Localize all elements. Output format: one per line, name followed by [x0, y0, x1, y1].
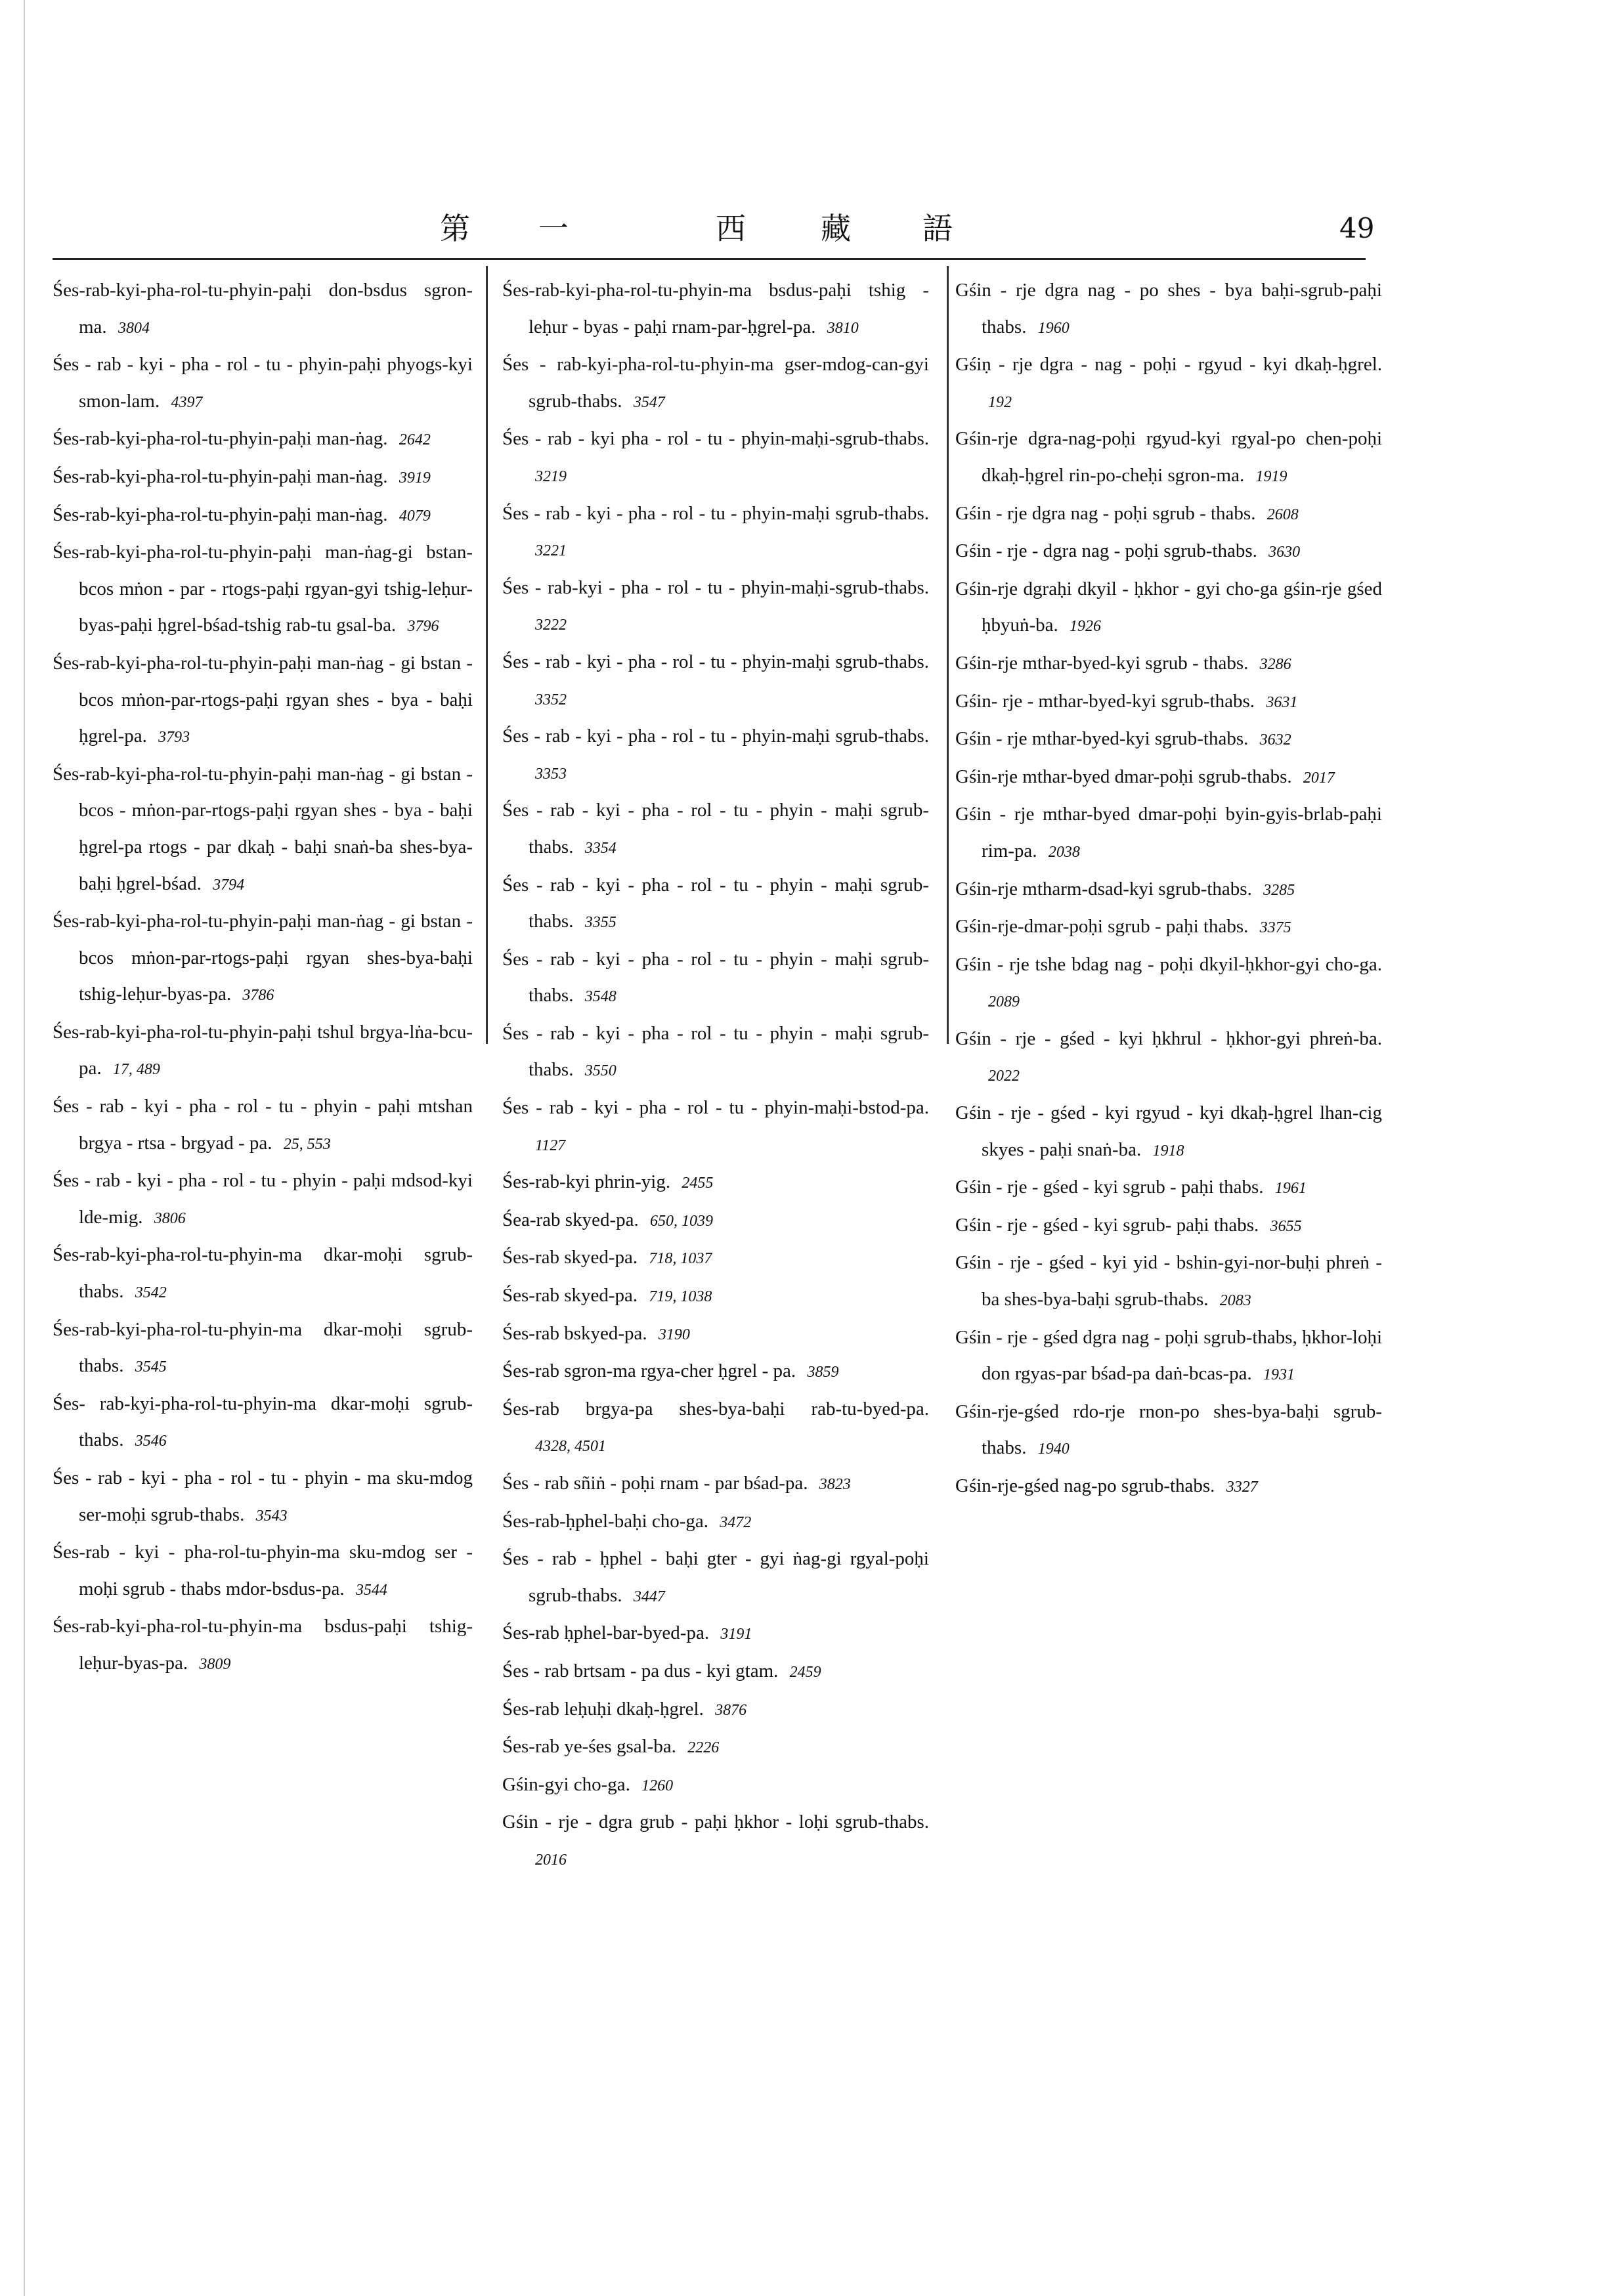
- entry-title: Gśin-rje dgra-nag-poḥi rgyud-kyi rgyal-po chen-poḥi dkaḥ-ḥgrel rin-po-cheḥi sgron-ma.: [955, 428, 1382, 486]
- entry-reference-number: 3286: [1259, 655, 1291, 673]
- column-divider-2: [947, 266, 949, 1044]
- entry-reference-number: 2459: [789, 1663, 821, 1681]
- dictionary-entry: [955, 721, 1382, 759]
- entry-reference-number: 3545: [135, 1358, 167, 1376]
- entry-title: Śes - rab - kyi - pha - rol - tu - phyin-maḥi-bstod-pa.: [502, 1097, 929, 1119]
- entry-reference-number: 3794: [213, 876, 245, 894]
- entry-title: Gśin-rje-dmar-poḥi sgrub - paḥi thabs.: [955, 916, 1249, 938]
- entry-reference-number: 1931: [1263, 1366, 1295, 1384]
- entry-title: Gśin-rje-gśed rdo-rje rnon-po shes-bya-baḥi sgrub-thabs.: [955, 1400, 1382, 1459]
- header-rule: [53, 258, 1366, 260]
- entry-reference-number: 3786: [242, 987, 274, 1005]
- entry-reference-number: 2455: [682, 1175, 714, 1192]
- running-header: [427, 209, 1379, 248]
- entry-reference-number: 4079: [399, 507, 431, 525]
- entry-title: Gśin - rje mthar-byed-kyi sgrub-thabs.: [955, 728, 1249, 750]
- entry-title: Śes-rab ye-śes gsal-ba.: [502, 1736, 676, 1758]
- dictionary-entry: [53, 1609, 473, 1683]
- dictionary-entry: [53, 1460, 473, 1534]
- dictionary-entry: [53, 1534, 473, 1609]
- entry-title: Śes - rab brtsam - pa dus - kyi gtam.: [502, 1660, 779, 1681]
- dictionary-entry: [53, 347, 473, 421]
- dictionary-entry: [502, 1316, 929, 1354]
- entry-reference-number: 1918: [1152, 1142, 1184, 1159]
- entry-reference-number: 2017: [1303, 769, 1335, 787]
- dictionary-entry: [502, 1541, 929, 1615]
- dictionary-entry: [53, 1386, 473, 1460]
- entry-title: Śes-rab-kyi phrin-yig.: [502, 1171, 671, 1193]
- entry-reference-number: 3876: [715, 1701, 747, 1719]
- entry-reference-number: 3804: [118, 319, 150, 337]
- dictionary-entry: [955, 1021, 1382, 1095]
- dictionary-entry: [502, 644, 929, 718]
- entry-title: Śes-rab ḥphel-bar-byed-pa.: [502, 1622, 710, 1644]
- entry-reference-number: 3630: [1268, 544, 1301, 561]
- entry-reference-number: 1926: [1070, 618, 1102, 636]
- entry-title: Gśin-rje-gśed nag-po sgrub-thabs.: [955, 1475, 1215, 1496]
- entry-title: Gśin - rje - gśed - kyi ḥkhrul - ḥkhor-gyi phreṅ-ba.: [955, 1028, 1382, 1049]
- entry-title: Śes-rab skyed-pa.: [502, 1285, 638, 1307]
- entry-title: Śes - rab - kyi - pha - rol - tu - phyin-paḥi phyogs-kyi smon-lam.: [53, 354, 473, 412]
- entry-title: Gśin - rje mthar-byed dmar-poḥi byin-gyis-brlab-paḥi rim-pa.: [955, 804, 1382, 861]
- entry-title: Śes - rab - kyi - pha - rol - tu - phyin - paḥi mdsod-kyi lde-mig.: [53, 1170, 473, 1228]
- dictionary-entry: [502, 421, 929, 495]
- dictionary-entry: [502, 570, 929, 644]
- entry-reference-number: 1260: [641, 1777, 674, 1794]
- entry-title: Śes-rab-kyi-pha-rol-tu-phyin-paḥi man-ṅag.: [53, 428, 388, 450]
- dictionary-entry: [53, 1163, 473, 1237]
- entry-title: Gśin-rje mthar-byed-kyi sgrub - thabs.: [955, 652, 1249, 674]
- entry-title: Gśin-rje dgraḥi dkyil - ḥkhor - gyi cho-ga gśin-rje gśed ḥbyuṅ-ba.: [955, 578, 1382, 636]
- entry-reference-number: 3544: [355, 1581, 387, 1599]
- entry-reference-number: 3632: [1259, 731, 1291, 749]
- entry-title: Śea-rab skyed-pa.: [502, 1209, 639, 1230]
- entry-title: Śes-rab brgya-pa shes-bya-baḥi rab-tu-byed-pa.: [502, 1398, 929, 1419]
- entry-reference-number: 2016: [535, 1851, 567, 1869]
- entry-reference-number: 3546: [135, 1433, 167, 1450]
- dictionary-entry: [502, 1729, 929, 1767]
- entry-column-right: [955, 272, 1382, 1506]
- entry-reference-number: 3793: [158, 729, 190, 747]
- entry-reference-number: 719, 1038: [649, 1288, 712, 1306]
- dictionary-entry: [53, 1237, 473, 1311]
- dictionary-entry: [53, 903, 473, 1014]
- entry-reference-number: 718, 1037: [649, 1250, 712, 1268]
- entry-reference-number: 2022: [988, 1068, 1020, 1085]
- entry-reference-number: 3190: [658, 1326, 690, 1343]
- dictionary-entry: [53, 1312, 473, 1386]
- entry-reference-number: 25, 553: [283, 1135, 331, 1153]
- page-number: 49: [1339, 212, 1375, 244]
- dictionary-entry: [502, 1240, 929, 1278]
- entry-column-middle: [502, 272, 929, 1879]
- dictionary-entry: [955, 759, 1382, 797]
- dictionary-entry: [502, 1391, 929, 1465]
- dictionary-entry: [955, 683, 1382, 722]
- entry-title: Śes-rab skyed-pa.: [502, 1247, 638, 1268]
- entry-reference-number: 2089: [988, 993, 1020, 1011]
- entry-reference-number: 3809: [199, 1655, 231, 1673]
- entry-title: Śes-rab-kyi-pha-rol-tu-phyin-ma bsdus-paḥi tshig - leḥur - byas - paḥi rnam-par-ḥgrel-pa.: [502, 280, 929, 337]
- entry-reference-number: 2226: [687, 1739, 720, 1757]
- dictionary-entry: [955, 871, 1382, 909]
- entry-title: Gśin - rje - dgra grub - paḥi ḥkhor - loḥi sgrub-thabs.: [502, 1811, 929, 1833]
- dictionary-entry: [955, 796, 1382, 871]
- entry-title: Śes - rab - kyi - pha - rol - tu - phyin - paḥi mtshan brgya - rtsa - brgyad - pa.: [53, 1096, 473, 1154]
- entry-reference-number: 3655: [1270, 1217, 1302, 1235]
- dictionary-entry: [53, 534, 473, 645]
- dictionary-entry: [955, 1207, 1382, 1245]
- dictionary-entry: [502, 1465, 929, 1504]
- dictionary-entry: [53, 459, 473, 497]
- dictionary-entry: [955, 421, 1382, 495]
- dictionary-entry: [502, 1202, 929, 1240]
- column-divider-1: [486, 266, 488, 1044]
- dictionary-entry: [53, 1014, 473, 1089]
- dictionary-entry: [502, 1164, 929, 1202]
- dictionary-entry: [53, 421, 473, 459]
- entry-title: Śes-rab-kyi-pha-rol-tu-phyin-paḥi man-ṅag - gi bstan - bcos - mṅon-par-rtogs-paḥi rgyan shes - bya - baḥi ḥgrel-pa rtogs - par dkaḥ - baḥi snaṅ-ba shes-bya-baḥi ḥgrel-bśad.: [53, 763, 473, 894]
- entry-title: Śes - rab - kyi - pha - rol - tu - phyin-maḥi sgrub-thabs.: [502, 502, 929, 524]
- entry-reference-number: 3285: [1263, 881, 1295, 899]
- entry-title: Śes-rab - kyi - pha-rol-tu-phyin-ma sku-mdog ser - moḥi sgrub - thabs mdor-bsdus-pa.: [53, 1542, 473, 1599]
- dictionary-entry: [502, 1653, 929, 1691]
- entry-title: Gśiṇ - rje dgra - nag - poḥi - rgyud - kyi dkaḥ-ḥgrel.: [955, 354, 1382, 376]
- dictionary-entry: [53, 272, 473, 347]
- dictionary-entry: [502, 496, 929, 570]
- entry-title: Śes - rab sñiṅ - poḥi rnam - par bśad-pa.: [502, 1473, 808, 1494]
- entry-reference-number: 1940: [1037, 1440, 1070, 1458]
- dictionary-entry: [53, 497, 473, 535]
- entry-title: Gśin - rje dgra nag - poḥi sgrub - thabs.: [955, 502, 1256, 524]
- entry-title: Gśin - rje dgra nag - po shes - bya baḥi-sgrub-paḥi thabs.: [955, 280, 1382, 337]
- dictionary-entry: [502, 718, 929, 792]
- entry-reference-number: 1127: [535, 1137, 566, 1154]
- dictionary-entry: [502, 1504, 929, 1542]
- entry-title: Śes-rab-kyi-pha-rol-tu-phyin-paḥi don-bsdus sgron-ma.: [53, 280, 473, 337]
- entry-reference-number: 3548: [584, 988, 617, 1006]
- entry-title: Śes-rab-ḥphel-baḥi cho-ga.: [502, 1510, 709, 1532]
- entry-reference-number: 1961: [1274, 1180, 1307, 1198]
- entry-title: Śes - rab - kyi - pha - rol - tu - phyin - ma sku-mdog ser-moḥi sgrub-thabs.: [53, 1467, 473, 1525]
- entry-title: Gśin - rje - dgra nag - poḥi sgrub-thabs.: [955, 540, 1257, 562]
- header-char-2: 一: [538, 211, 569, 246]
- header-char-4: 藏: [821, 211, 851, 246]
- dictionary-entry: [53, 645, 473, 756]
- entry-title: Śes-rab-kyi-pha-rol-tu-phyin-ma dkar-moḥi sgrub-thabs.: [53, 1318, 473, 1377]
- dictionary-entry: [955, 496, 1382, 534]
- entry-title: Śes-rab-kyi-pha-rol-tu-phyin-paḥi man-ṅag.: [53, 466, 388, 487]
- entry-title: Śes - rab - kyi - pha - rol - tu - phyin - maḥi sgrub-thabs.: [502, 948, 929, 1007]
- dictionary-entry: [955, 571, 1382, 645]
- entry-title: Gśin- rje - mthar-byed-kyi sgrub-thabs.: [955, 690, 1255, 712]
- entry-reference-number: 3354: [584, 839, 617, 857]
- entry-title: Gśin - rje - gśed - kyi yid - bshin-gyi-nor-buḥi phreṅ - ba shes-bya-baḥi sgrub-thabs.: [955, 1252, 1382, 1310]
- entry-reference-number: 3327: [1226, 1479, 1258, 1496]
- dictionary-entry: [955, 645, 1382, 683]
- header-char-1: 第: [440, 211, 470, 246]
- entry-title: Gśin-rje mthar-byed dmar-poḥi sgrub-thabs.: [955, 766, 1292, 787]
- entry-title: Gśin - rje - gśed - kyi sgrub- paḥi thabs.: [955, 1214, 1259, 1236]
- entry-title: Śes-rab-kyi-pha-rol-tu-phyin-ma bsdus-paḥi tshig-leḥur-byas-pa.: [53, 1616, 473, 1674]
- entry-reference-number: 4397: [171, 393, 203, 411]
- dictionary-entry: [502, 347, 929, 421]
- entry-title: Śes - rab - kyi - pha - rol - tu - phyin - maḥi sgrub-thabs.: [502, 1022, 929, 1081]
- entry-reference-number: 3191: [720, 1626, 752, 1643]
- entry-reference-number: 192: [988, 393, 1012, 411]
- entry-title: Śes-rab sgron-ma rgya-cher ḥgrel - pa.: [502, 1360, 796, 1382]
- dictionary-entry: [955, 1468, 1382, 1506]
- entry-column-left: [53, 272, 473, 1683]
- entry-title: Śes - rab - kyi - pha - rol - tu - phyin - maḥi sgrub-thabs.: [502, 800, 929, 857]
- entry-title: Śes - rab-kyi-pha-rol-tu-phyin-ma gser-mdog-can-gyi sgrub-thabs.: [502, 354, 929, 412]
- entry-reference-number: 3796: [407, 618, 439, 636]
- entry-reference-number: 2083: [1219, 1292, 1251, 1310]
- entry-reference-number: 3543: [255, 1507, 288, 1525]
- entry-reference-number: 1960: [1037, 319, 1070, 337]
- entry-reference-number: 3810: [827, 319, 859, 337]
- entry-title: Śes-rab leḥuḥi dkaḥ-ḥgrel.: [502, 1698, 704, 1720]
- entry-reference-number: 3375: [1259, 919, 1291, 937]
- dictionary-entry: [955, 272, 1382, 347]
- entry-reference-number: 3806: [154, 1209, 186, 1227]
- entry-title: Śes - rab - kyi pha - rol - tu - phyin-maḥi-sgrub-thabs.: [502, 428, 929, 450]
- entry-title: Śes-rab-kyi-pha-rol-tu-phyin-paḥi man-ṅag - gi bstan - bcos mṅon-par-rtogs-paḥi rgyan shes - bya - baḥi ḥgrel-pa.: [53, 652, 473, 747]
- dictionary-entry: [955, 1169, 1382, 1207]
- dictionary-entry: [502, 792, 929, 867]
- entry-title: Śes- rab-kyi-pha-rol-tu-phyin-ma dkar-moḥi sgrub-thabs.: [53, 1393, 473, 1451]
- dictionary-entry: [955, 1394, 1382, 1468]
- dictionary-entry: [955, 347, 1382, 421]
- entry-reference-number: 3859: [807, 1364, 839, 1381]
- dictionary-entry: [502, 942, 929, 1016]
- dictionary-entry: [955, 1245, 1382, 1319]
- entry-reference-number: 3221: [535, 542, 567, 560]
- dictionary-entry: [502, 1804, 929, 1878]
- entry-title: Gśin - rje tshe bdag nag - poḥi dkyil-ḥkhor-gyi cho-ga.: [955, 953, 1382, 975]
- entry-reference-number: 3219: [535, 467, 567, 485]
- entry-reference-number: 3353: [535, 765, 567, 783]
- entry-reference-number: 3547: [633, 393, 665, 411]
- entry-reference-number: 3631: [1266, 693, 1298, 711]
- entry-title: Śes-rab-kyi-pha-rol-tu-phyin-paḥi man-ṅag-gi bstan-bcos mṅon - par - rtogs-paḥi rgyan-gyi tshig-leḥur-byas-paḥi ḥgrel-bśad-tshig rab-tu gsal-ba.: [53, 542, 473, 636]
- entry-title: Gśin-rje mtharm-dsad-kyi sgrub-thabs.: [955, 878, 1252, 899]
- scan-edge-line: [24, 0, 25, 2296]
- entry-title: Śes-rab bskyed-pa.: [502, 1322, 647, 1344]
- entry-title: Śes - rab - kyi - pha - rol - tu - phyin - maḥi sgrub-thabs.: [502, 874, 929, 932]
- entry-title: Śes-rab-kyi-pha-rol-tu-phyin-paḥi tshul brgya-lṅa-bcu-pa.: [53, 1021, 473, 1079]
- entry-title: Gśin - rje - gśed - kyi sgrub - paḥi thabs.: [955, 1177, 1264, 1198]
- dictionary-entry: [502, 1615, 929, 1653]
- dictionary-entry: [955, 1320, 1382, 1394]
- dictionary-entry: [502, 1353, 929, 1391]
- entry-reference-number: 3355: [584, 914, 617, 932]
- dictionary-entry: [955, 1095, 1382, 1169]
- dictionary-entry: [955, 533, 1382, 571]
- header-char-3: 西: [716, 211, 746, 246]
- dictionary-entry: [502, 1767, 929, 1805]
- dictionary-entry: [502, 1691, 929, 1729]
- dictionary-entry: [502, 867, 929, 942]
- entry-title: Śes - rab - kyi - pha - rol - tu - phyin-maḥi sgrub-thabs.: [502, 726, 929, 747]
- entry-title: Gśin-gyi cho-ga.: [502, 1773, 630, 1795]
- dictionary-entry: [502, 1016, 929, 1090]
- entry-reference-number: 3447: [633, 1588, 665, 1605]
- entry-title: Śes - rab - kyi - pha - rol - tu - phyin-maḥi sgrub-thabs.: [502, 651, 929, 672]
- entry-title: Gśin - rje - gśed - kyi rgyud - kyi dkaḥ-ḥgrel lhan-cig skyes - paḥi snaṅ-ba.: [955, 1102, 1382, 1160]
- entry-title: Śes - rab - ḥphel - baḥi gter - gyi ṅag-gi rgyal-poḥi sgrub-thabs.: [502, 1548, 929, 1606]
- entry-title: Śes-rab-kyi-pha-rol-tu-phyin-ma dkar-moḥi sgrub-thabs.: [53, 1244, 473, 1303]
- entry-reference-number: 650, 1039: [650, 1212, 713, 1230]
- entry-reference-number: 4328, 4501: [535, 1438, 606, 1456]
- dictionary-entry: [955, 909, 1382, 947]
- dictionary-entry: [502, 1278, 929, 1316]
- entry-title: Gśin - rje - gśed dgra nag - poḥi sgrub-thabs, ḥkhor-loḥi don rgyas-par bśad-pa daṅ-bcas-pa.: [955, 1326, 1382, 1385]
- entry-reference-number: 3472: [720, 1513, 752, 1531]
- dictionary-entry: [502, 1090, 929, 1164]
- dictionary-entry: [53, 756, 473, 903]
- entry-reference-number: 2608: [1266, 506, 1299, 523]
- dictionary-entry: [502, 272, 929, 347]
- entry-title: Śes - rab-kyi - pha - rol - tu - phyin-maḥi-sgrub-thabs.: [502, 576, 929, 598]
- entry-reference-number: 3352: [535, 691, 567, 708]
- dictionary-entry: [53, 1089, 473, 1163]
- entry-reference-number: 2038: [1048, 843, 1080, 861]
- entry-reference-number: 17, 489: [112, 1061, 160, 1079]
- entry-reference-number: 3919: [399, 469, 431, 487]
- entry-reference-number: 3222: [535, 617, 567, 634]
- entry-reference-number: 3542: [135, 1284, 167, 1302]
- entry-title: Śes-rab-kyi-pha-rol-tu-phyin-paḥi man-ṅag - gi bstan - bcos mṅon-par-rtogs-paḥi rgyan shes-bya-baḥi tshig-leḥur-byas-pa.: [53, 911, 473, 1005]
- dictionary-entry: [955, 947, 1382, 1021]
- entry-reference-number: 3550: [584, 1062, 617, 1080]
- entry-reference-number: 1919: [1255, 467, 1288, 485]
- entry-reference-number: 2642: [399, 431, 431, 449]
- entry-title: Śes-rab-kyi-pha-rol-tu-phyin-paḥi man-ṅag.: [53, 504, 388, 525]
- header-char-5: 語: [922, 211, 953, 246]
- entry-reference-number: 3823: [819, 1476, 851, 1493]
